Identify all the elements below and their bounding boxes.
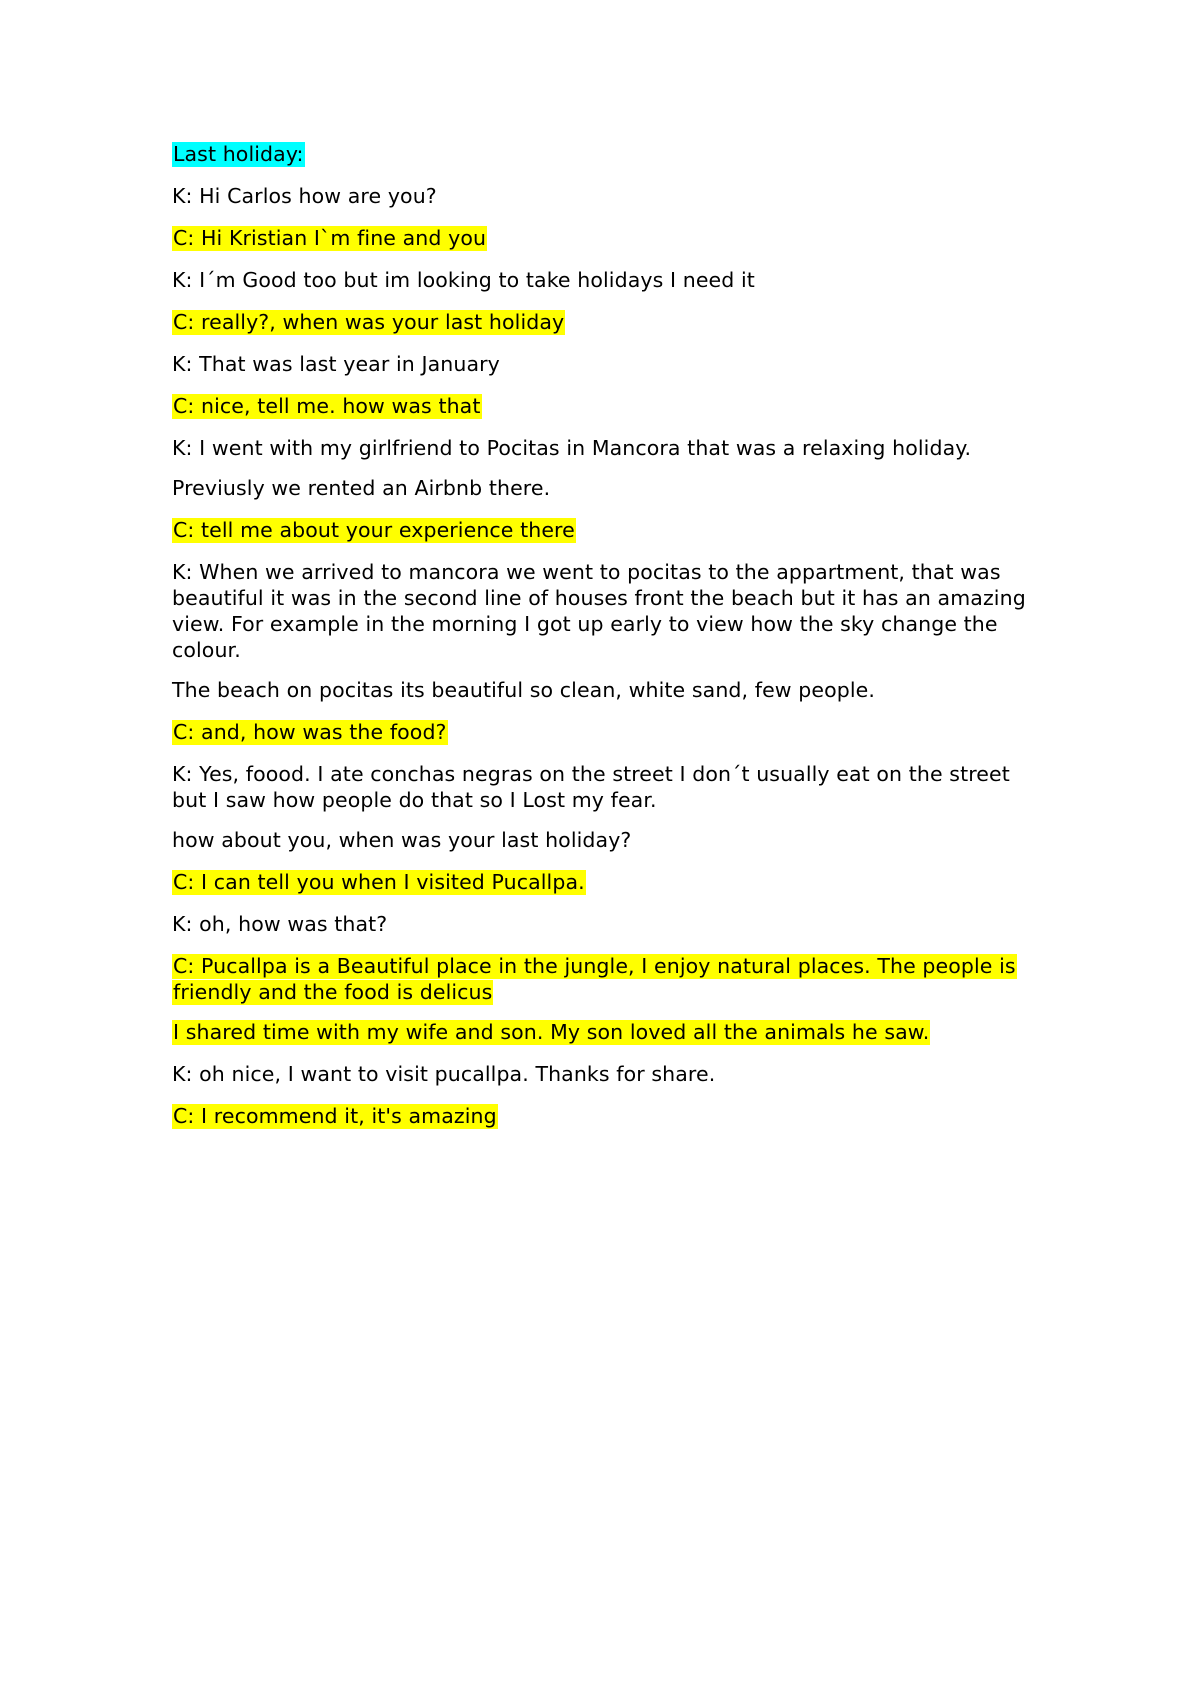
dialogue-line-c <box>172 869 1042 895</box>
document-heading <box>172 141 1042 167</box>
highlighted-text: C: and, how was the food? <box>173 720 447 744</box>
dialogue-line-c-continued <box>172 1019 1042 1045</box>
dialogue-line-c <box>172 225 1042 251</box>
dialogue-line-k: K: When we arrived to mancora we went to pocitas to the appartment, that was beautiful it was in the second line of houses front the beach but it has an amazing view. For example in the morning I got up early to view how the sky change the colour. <box>172 560 1026 662</box>
dialogue-line-k: K: oh, how was that? <box>172 912 388 936</box>
document-body <box>172 141 1042 1145</box>
highlighted-text: C: tell me about your experience there <box>173 518 575 542</box>
highlighted-text: C: really?, when was your last holiday <box>173 310 565 334</box>
dialogue-line-k: K: oh nice, I want to visit pucallpa. Thanks for share. <box>172 1062 716 1086</box>
dialogue-line-c <box>172 719 1042 745</box>
dialogue-line-c <box>172 953 1042 1005</box>
dialogue-line-k: K: Hi Carlos how are you? <box>172 184 437 208</box>
dialogue-line-c <box>172 309 1042 335</box>
highlighted-text: C: I recommend it, it's amazing <box>173 1104 497 1128</box>
dialogue-line-c <box>172 393 1042 419</box>
highlighted-text: C: nice, tell me. how was that <box>173 394 481 418</box>
dialogue-line-k: K: Yes, foood. I ate conchas negras on the street I don´t usually eat on the street but I saw how people do that so I Lost my fear. <box>172 762 1010 812</box>
dialogue-line-c <box>172 517 1042 543</box>
dialogue-line-c <box>172 1103 1042 1129</box>
dialogue-line-k: K: That was last year in January <box>172 352 500 376</box>
highlighted-text: I shared time with my wife and son. My son loved all the animals he saw. <box>173 1020 930 1044</box>
dialogue-line-k: K: I went with my girlfriend to Pocitas in Mancora that was a relaxing holiday. <box>172 436 972 460</box>
dialogue-line-k: K: I´m Good too but im looking to take holidays I need it <box>172 268 755 292</box>
dialogue-line-k-continued: Previusly we rented an Airbnb there. <box>172 476 551 500</box>
dialogue-line-k-continued: how about you, when was your last holiday? <box>172 828 632 852</box>
highlighted-text: C: Pucallpa is a Beautiful place in the jungle, I enjoy natural places. The people is friendly and the food is delicus <box>173 954 1016 1004</box>
highlighted-text: C: I can tell you when I visited Pucallpa. <box>173 870 585 894</box>
dialogue-line-k-continued: The beach on pocitas its beautiful so clean, white sand, few people. <box>172 678 875 702</box>
heading-highlight: Last holiday: <box>173 142 304 166</box>
highlighted-text: C: Hi Kristian I`m fine and you <box>173 226 487 250</box>
